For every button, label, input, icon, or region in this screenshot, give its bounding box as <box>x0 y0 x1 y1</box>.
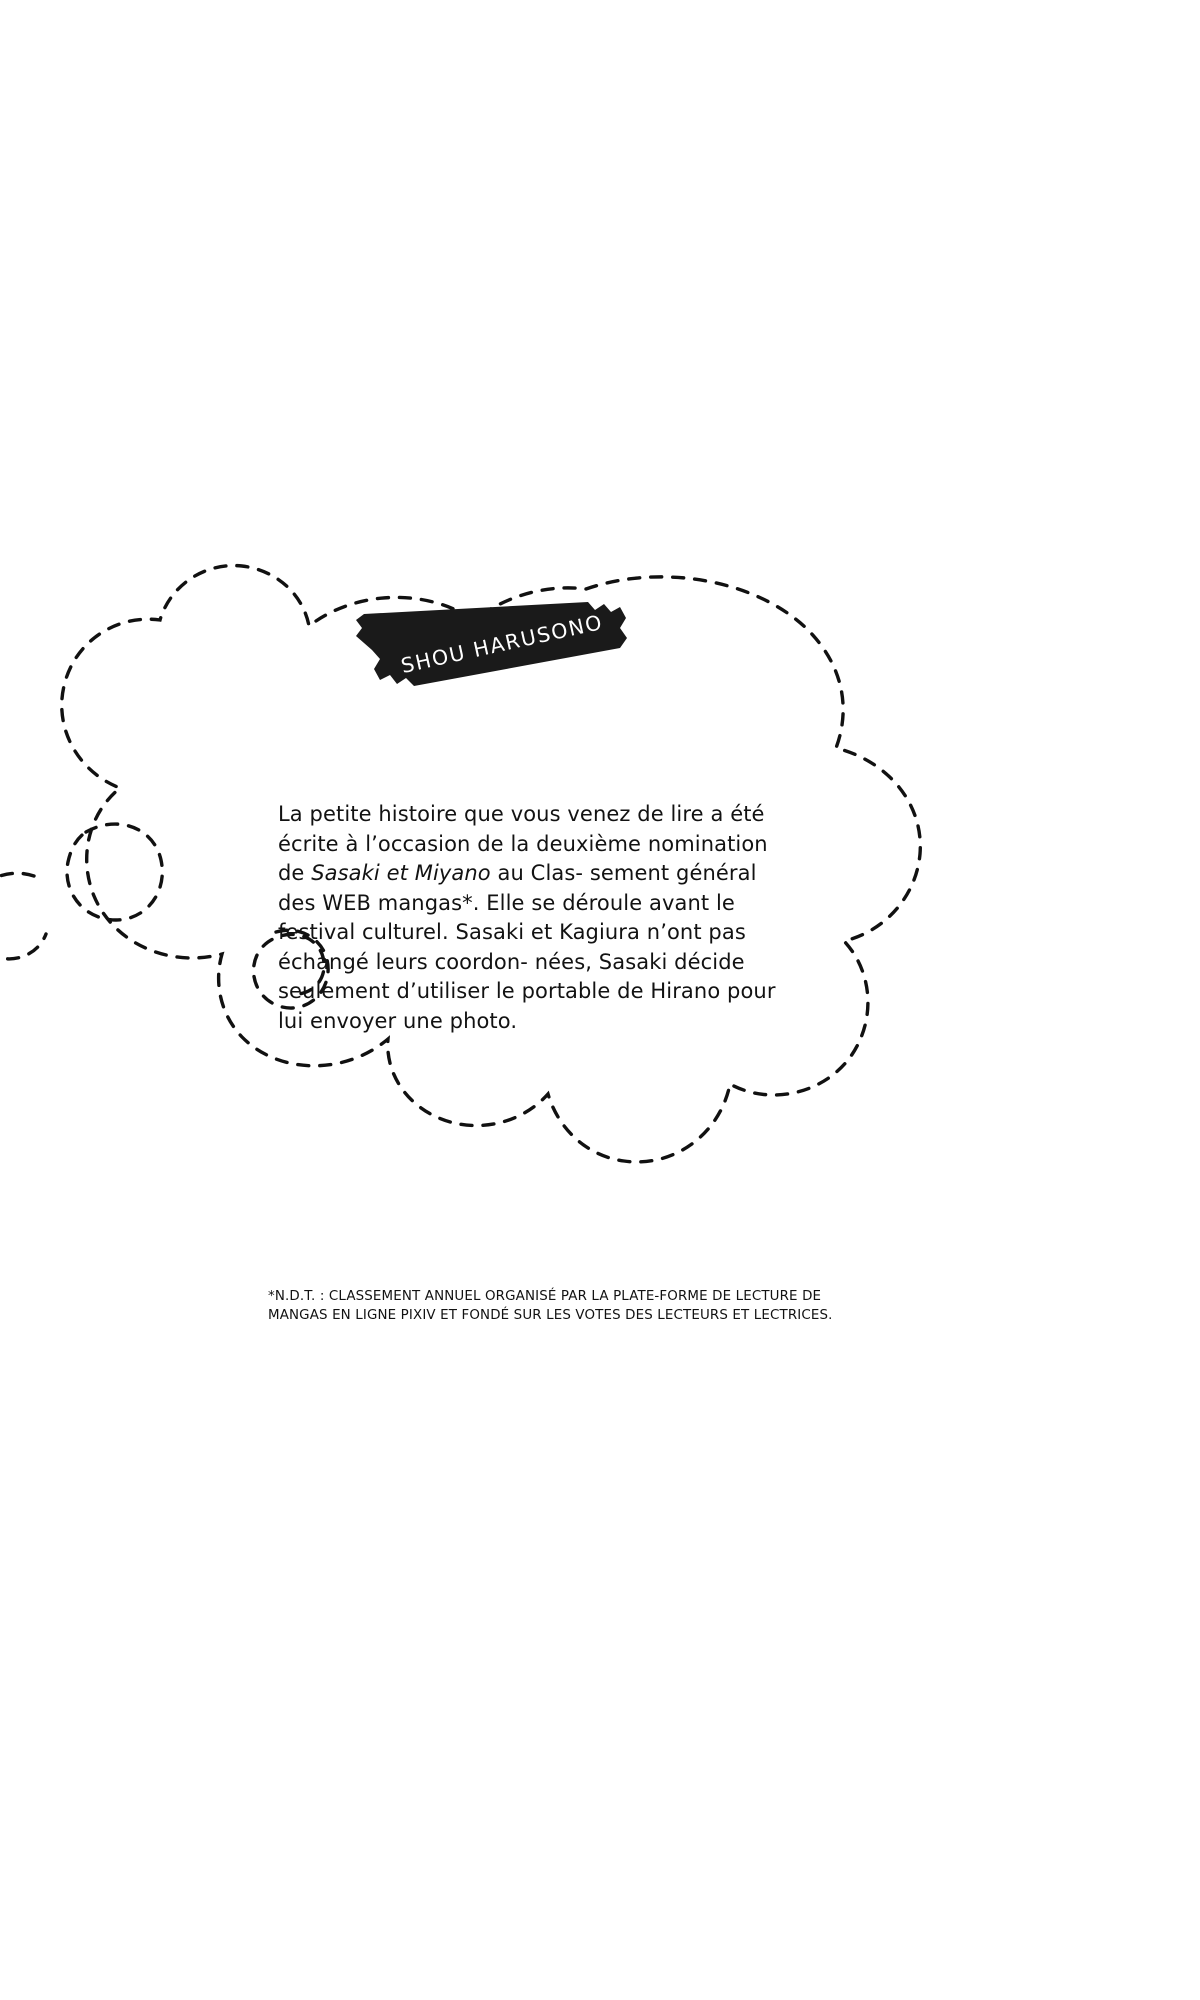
translator-footnote <box>268 1288 868 1325</box>
afterword-text-part-4: au Clas- <box>497 861 584 885</box>
afterword-text-part-2: a été écrite à l’occasion de la deuxième <box>278 802 765 856</box>
afterword-text-part-7: Kagiura n’ont pas échangé leurs coordon- <box>278 920 746 974</box>
afterword-text-part-9: portable de Hirano pour lui envoyer une <box>278 979 776 1033</box>
afterword-text-part-6: déroule avant le festival culturel. Sasaki et <box>278 890 735 944</box>
footnote-line-2: MANGAS EN LIGNE PIXIV ET FONDÉ SUR LES VOTES DES LECTEURS ET LECTRICES. <box>268 1307 833 1323</box>
afterword-text-part-8: nées, Sasaki décide seulement d’utiliser le <box>278 949 745 1003</box>
author-name-label: SHOU HARUSONO <box>398 609 606 679</box>
footnote-line-1: *N.D.T. : CLASSEMENT ANNUEL ORGANISÉ PAR LA PLATE-FORME DE LECTURE DE <box>268 1289 822 1304</box>
afterword-text-part-1: La petite histoire que vous venez de lire <box>278 802 704 826</box>
afterword-text-part-3: nomination de <box>278 831 768 885</box>
afterword-paragraph <box>278 800 778 1036</box>
afterword-series-title: Sasaki et Miyano <box>311 861 491 885</box>
afterword-text-part-5: sement général des WEB mangas*. Elle se <box>278 861 757 915</box>
afterword-text-part-10: photo. <box>449 1008 518 1033</box>
author-name-ribbon <box>352 598 652 690</box>
